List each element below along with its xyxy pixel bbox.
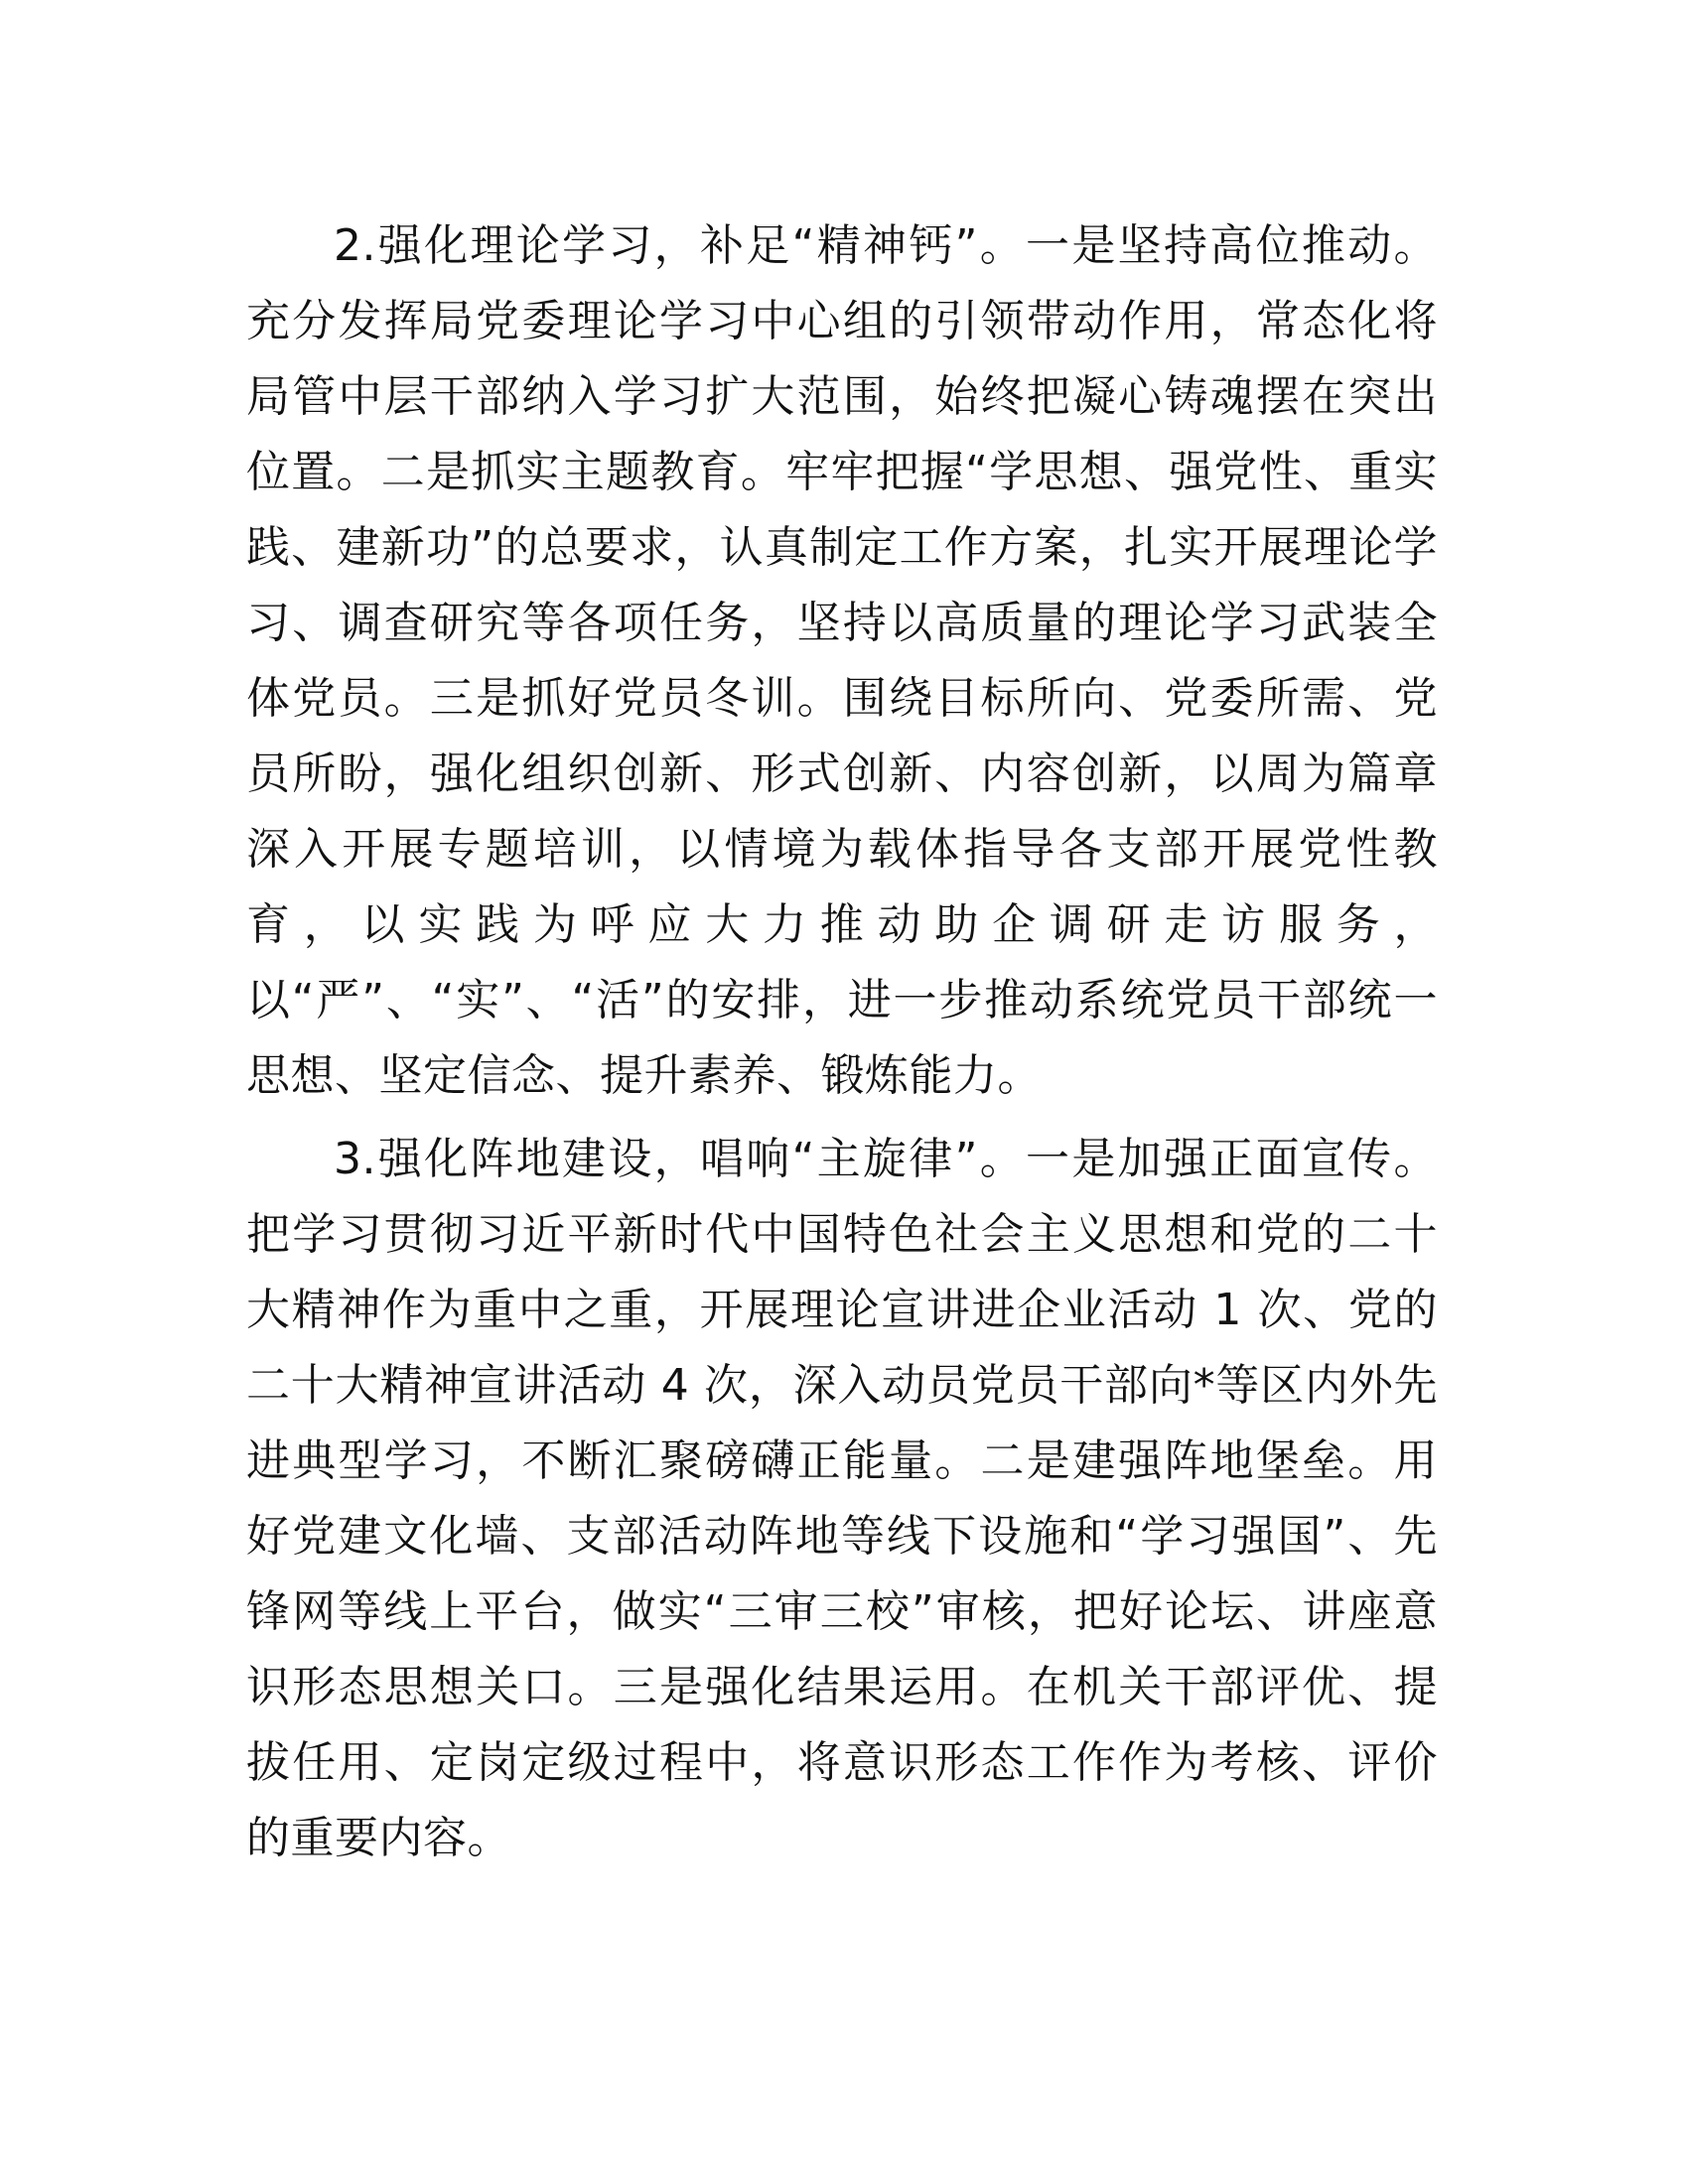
- paragraph-position-building: 3.强化阵地建设，唱响“主旋律”。一是加强正面宣传。把学习贯彻习近平新时代中国特色社会主义思想和党的二十大精神作为重中之重，开展理论宣讲进企业活动 1 次、党的二十大精神宣讲活动 4 次，深入动员党员干部向*等区内外先进典型学习，不断汇聚磅礴正能量。二是建强阵地堡垒。用好党建文化墙、支部活动阵地等线下设施和“学习强国”、先锋网等线上平台，做实“三审三校”审核，把好论坛、讲座意识形态思想关口。三是强化结果运用。在机关干部评优、提拔任用、定岗定级过程中，将意识形态工作作为考核、评价的重要内容。: [246, 1134, 1438, 1863]
- document-body: [246, 208, 1438, 1876]
- paragraph-theory-study: 2.强化理论学习，补足“精神钙”。一是坚持高位推动。充分发挥局党委理论学习中心组的引领带动作用，常态化将局管中层干部纳入学习扩大范围，始终把凝心铸魂摆在突出位置。二是抓实主题教育。牢牢把握“学思想、强党性、重实践、建新功”的总要求，认真制定工作方案，扎实开展理论学习、调查研究等各项任务，坚持以高质量的理论学习武装全体党员。三是抓好党员冬训。围绕目标所向、党委所需、党员所盼，强化组织创新、形式创新、内容创新，以周为篇章深入开展专题培训，以情境为载体指导各支部开展党性教育，以实践为呼应大力推动助企调研走访服务，以“严”、“实”、“活”的安排，进一步推动系统党员干部统一思想、坚定信念、提升素养、锻炼能力。: [246, 220, 1438, 1101]
